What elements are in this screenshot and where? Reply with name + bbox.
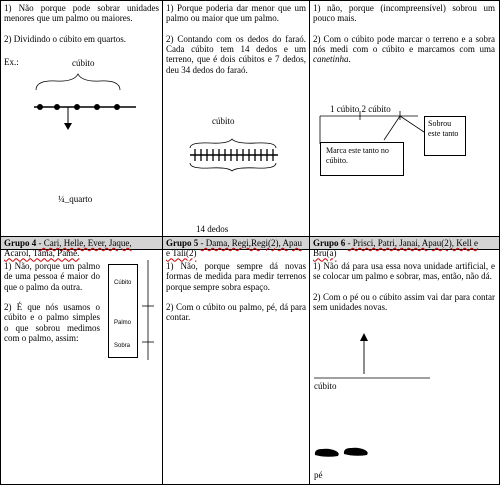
answer-2: 2) Com o cúbito ou palmo, pé, dá para contar. [166, 302, 306, 323]
dedos-label: 14 dedos [196, 224, 229, 234]
feet-icon [312, 444, 372, 460]
cell-top-col3 [313, 3, 495, 65]
marca-box: Marca este tanto no cúbito. [320, 142, 404, 176]
measure-lines-drawing [138, 258, 158, 366]
cubito-label: cúbito [212, 116, 235, 126]
cell-group4 [4, 261, 100, 343]
header-group4 [4, 238, 160, 259]
group-title: Grupo 6 [313, 238, 346, 248]
group-members: - Cari, Helle, Ever, Jaque, Acarol, Tama, Pame. [4, 238, 132, 259]
header-group6 [313, 238, 495, 259]
row-divider [0, 236, 500, 237]
box-palmo-label: Palmo [114, 320, 132, 326]
answer-1: 1) Não porque pode sobrar unidades menores que um palmo ou maiores. [4, 3, 159, 24]
box-cubito-label: Cúbito [114, 280, 132, 286]
cell-top-col1 [4, 3, 159, 44]
cubito-label: cúbito [72, 58, 95, 68]
box-sobra-label: Sobra [114, 343, 131, 349]
cubitos-label: 1 cúbito 2 cúbito [330, 104, 391, 114]
header-group5 [166, 238, 306, 259]
answer-1: 1) Não, porque sempre dá novas formas de medida para medir terrenos porque sempre sobra espaço. [166, 261, 306, 292]
cubito-arrow-drawing [312, 330, 442, 382]
group-title: Grupo 4 [4, 238, 37, 248]
answer-2: 2) Com o pé ou o cúbito assim vai dar para contar sem unidades novas. [313, 291, 495, 313]
cell-group6 [313, 261, 495, 312]
sobrou-box: Sobrou este tanto [424, 116, 466, 156]
answer-2: 2) Com o cúbito pode marcar o terreno e a sobra nós medi com o cúbito e marcamos com uma canetinha. [313, 33, 495, 65]
ex-label: Ex.: [4, 57, 19, 67]
answer-1: 1) Não dá para usa essa nova unidade artificial, e se colocar um palmo e sobrar, mas, então, não dá. [313, 261, 495, 282]
cell-group5 [166, 261, 306, 323]
group-members: - Prisci, Patri, Janai, Apau(2), Kell e Bru(a) [313, 238, 478, 259]
dedos-drawing [186, 138, 286, 172]
answer-1: 1) Não, porque um palmo de uma pessoa é maior do que o palmo da outra. [4, 261, 100, 292]
answer-2: 2) É que nós usamos o cúbito e o palmo simples o que sobrou medimos com o palmo, assim: [4, 302, 100, 344]
cubito-quarters-drawing [30, 72, 140, 132]
group-title: Grupo 5 [166, 238, 199, 248]
answer-2: 2) Dividindo o cúbito em quartos. [4, 33, 126, 44]
pe-label: pé [314, 470, 323, 480]
column-divider [162, 0, 163, 484]
answer-2: 2) Contando com os dedos do faraó. Cada cúbito tem 14 dedos e um terreno, que é dois cúbitos e 7 dedos, deu 34 dedos do faraó. [166, 33, 306, 75]
answer-1: 1) não, porque (incompreensível) sobrou um pouco mais. [313, 3, 495, 24]
cubito-label: cúbito [314, 381, 337, 391]
answer-1: 1) Porque poderia dar menor que um palmo ou maior que um palmo. [166, 3, 306, 24]
quarter-label: ¼_quarto [58, 194, 93, 204]
column-divider [309, 0, 310, 484]
answer-2-italic: canetinha [313, 54, 349, 65]
group-members: - Dama, Regi,Regi(2), Apau e Tali(2) [166, 238, 302, 259]
cell-top-col2 [166, 3, 306, 75]
